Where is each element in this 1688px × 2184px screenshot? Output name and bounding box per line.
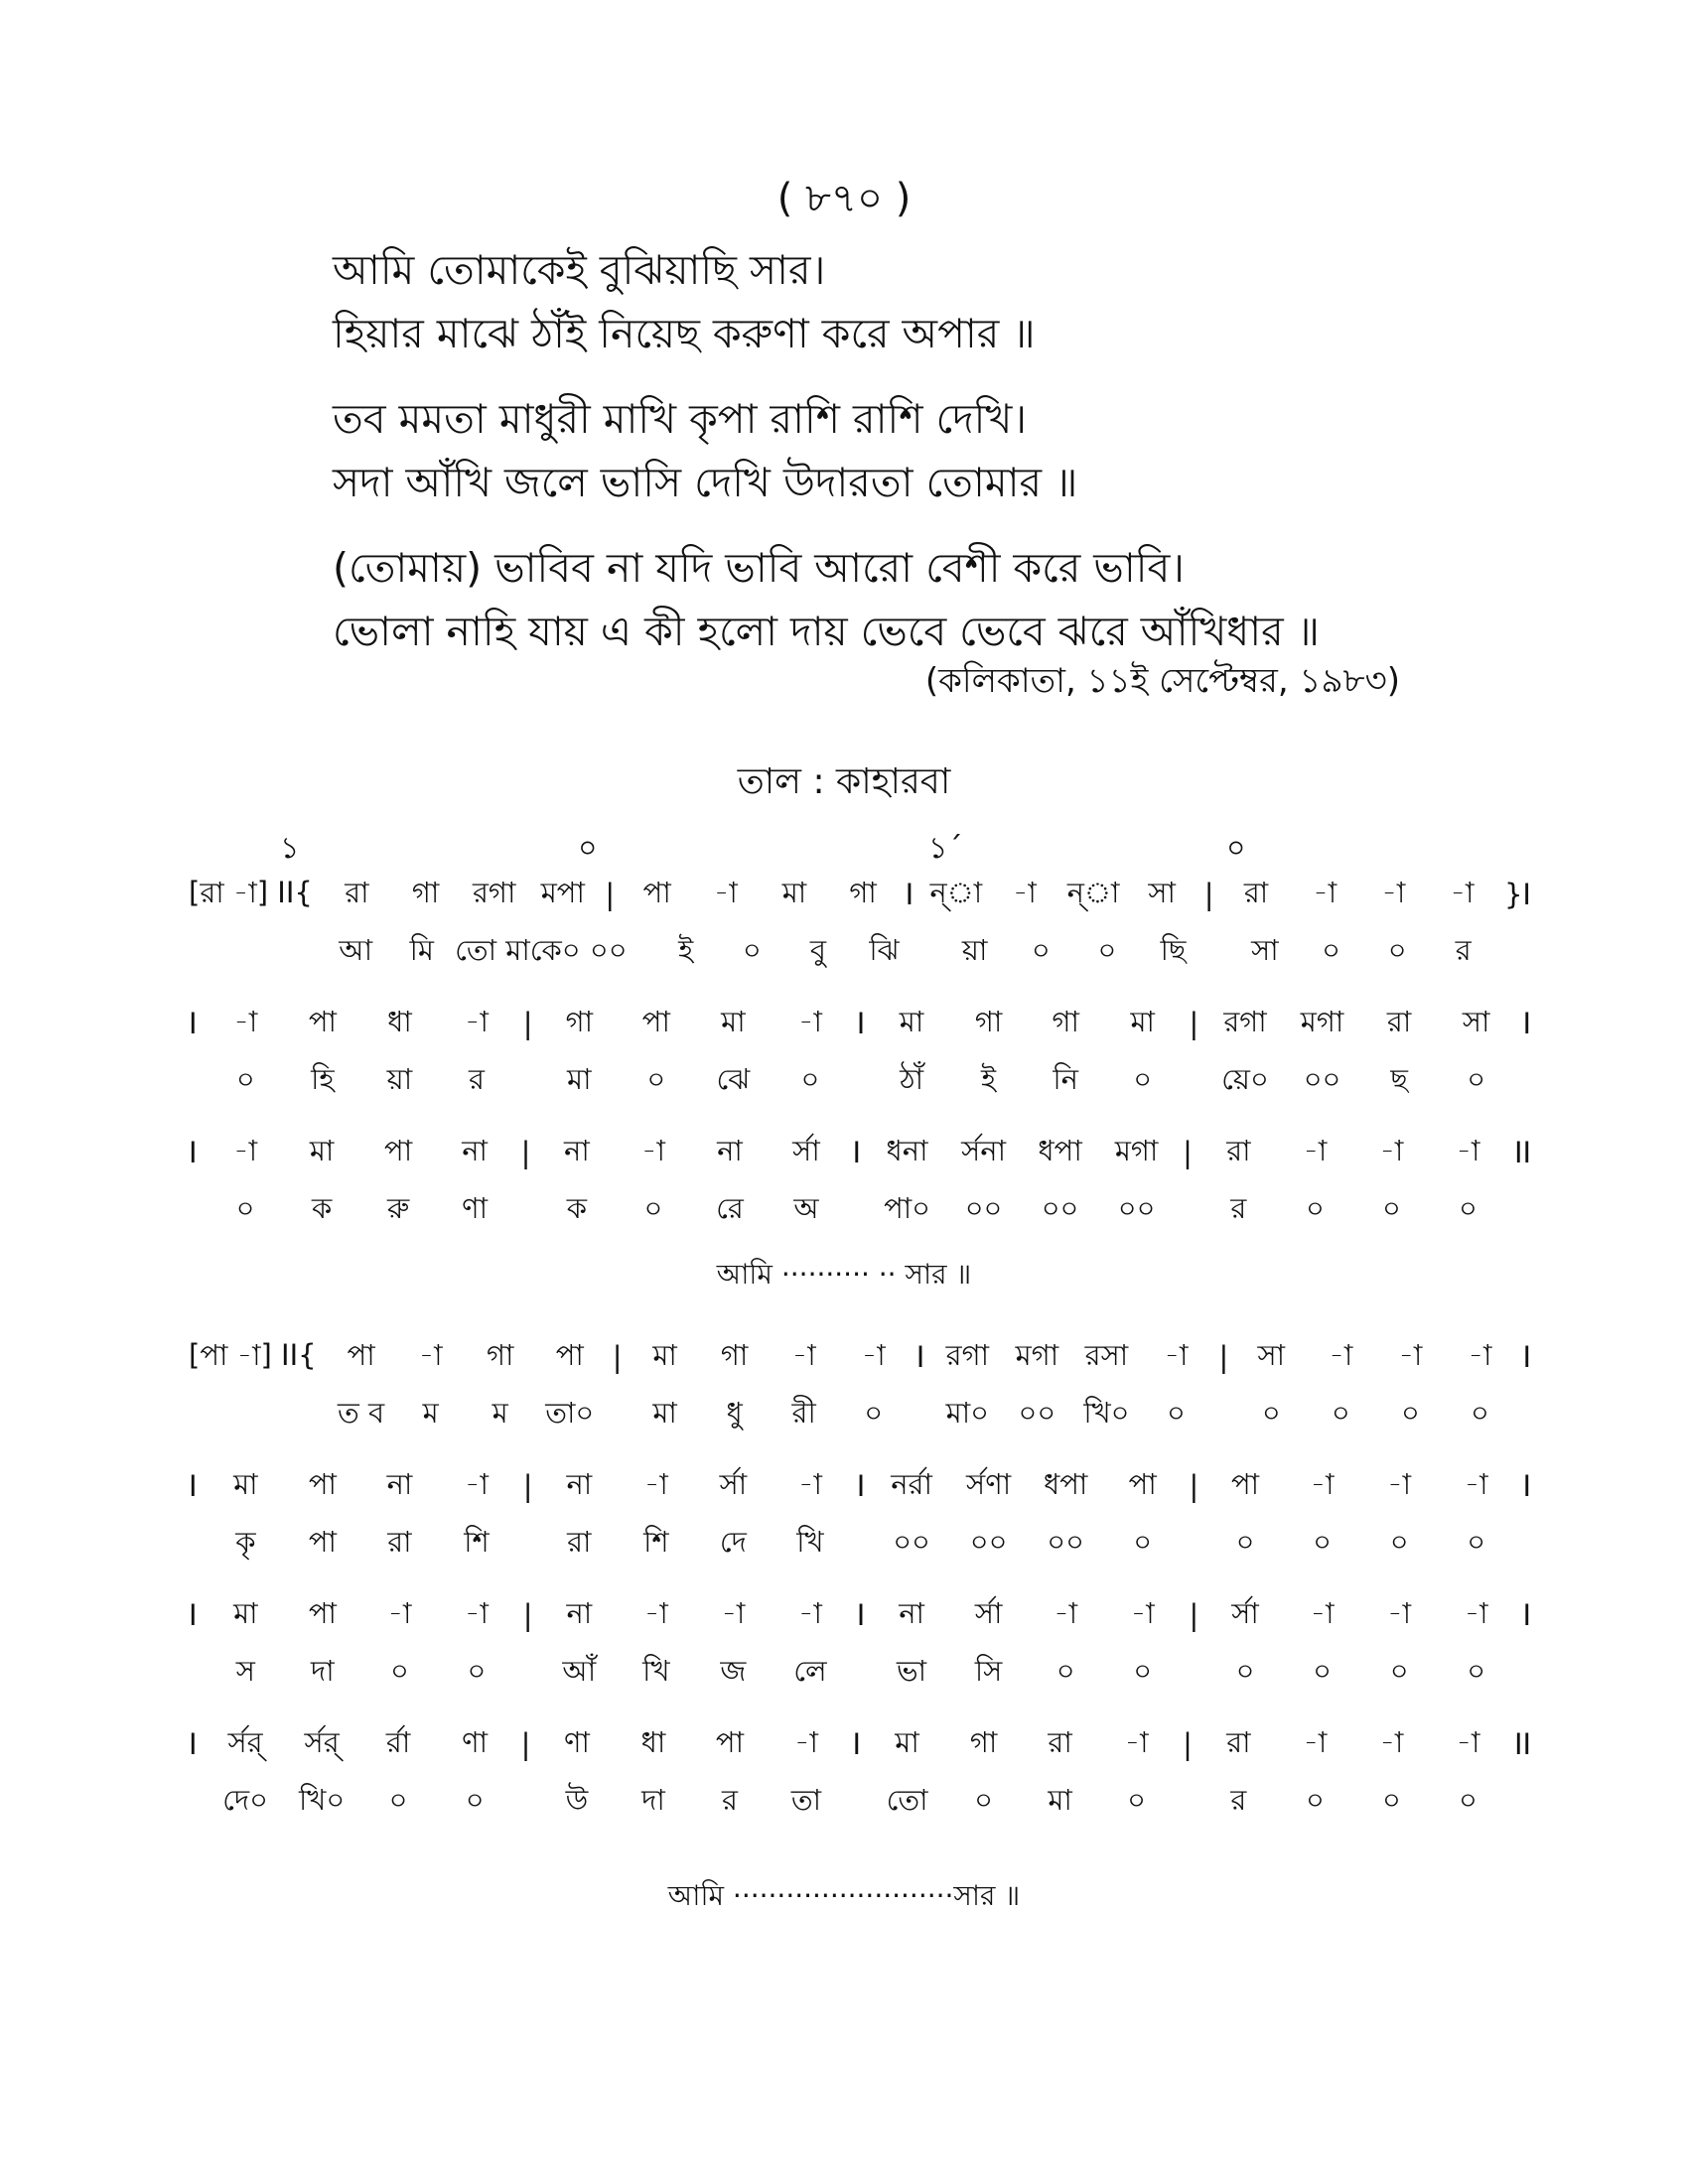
lyric-syllable: শি [464,1524,490,1559]
lyric-syllable: হি [311,1061,335,1096]
swara-note: -া [465,1004,489,1038]
lyric-syllable: দা [641,1782,665,1817]
lyric-syllable: ০ [1381,1190,1401,1225]
swara-note: পা [555,1337,584,1372]
swara-note: রা [1386,1004,1412,1038]
lyric-syllable: লে [793,1653,827,1688]
lyric-syllable: ছি [1160,932,1187,967]
swara-note: না [717,1133,743,1167]
swara-row [189,1715,1539,1773]
lyric-syllable: ধু [726,1395,743,1430]
lyric-syllable: ই [678,932,694,967]
swara-note: র্সণা [966,1466,1012,1501]
swara-note: ণা [563,1724,590,1759]
swara-note: -া [1130,1595,1155,1630]
lyric-syllable-row [189,1773,1539,1831]
swara-note: পা [1128,1466,1157,1501]
beat-mark: ১ [280,831,300,866]
stanza-3 [333,536,1425,663]
lyric-syllable: ০০ [1041,1190,1079,1225]
lyric-syllable: রু [386,1190,410,1225]
lyric-syllable: ০ [1133,1061,1153,1096]
swara-note: পা [384,1133,413,1167]
lyric-syllable: ০ [1459,1782,1477,1817]
lyric-syllable-row [189,1181,1539,1239]
lyric-syllable: ০ [1389,1653,1409,1688]
lyric-syllable: ০ [235,1061,255,1096]
bar-line: | [520,1136,531,1169]
lyric-syllable: ম [422,1395,439,1430]
lyric-syllable: ০ [467,1653,487,1688]
swara-note: পা [715,1724,744,1759]
bar-line: I [1522,1340,1532,1374]
lyric-syllable: রা [387,1524,412,1559]
swara-note: -া [1456,1724,1480,1759]
lyric-syllable: জ [720,1653,747,1688]
lyric-syllable: খি০ [1083,1395,1130,1430]
swara-note: না [566,1595,593,1630]
swara-note: -া [1313,875,1337,909]
swara-note: -া [1450,875,1475,909]
lyric-syllable-row [189,1052,1539,1110]
row-prefix: I [189,1136,198,1169]
lyric-line: ভোলা নাহি যায় এ কী হলো দায় ভেবে ভেবে ঝরে আঁখিধার ॥ [333,608,1320,655]
lyric-syllable: ০ [1467,1524,1486,1559]
swara-note: মা [895,1724,919,1759]
swara-note: -া [1329,1337,1353,1372]
swara-note: রগা [945,1337,990,1372]
lyric-syllable: ০ [643,1190,663,1225]
lyric-syllable: ০০ [1018,1395,1056,1430]
lyric-syllable: ০ [390,1653,409,1688]
bar-line: I [852,1136,862,1169]
swara-note: পা [641,1004,670,1038]
tala-heading: তাল : কাহারবা [737,761,951,802]
swara-note: -া [791,1337,816,1372]
row-prefix: I [189,1598,198,1632]
lyric-line: হিয়ার মাঝে ঠাঁই নিয়েছ করুণা করে অপার ॥ [333,310,1036,357]
lyric-syllable: ০ [1322,932,1340,967]
lyric-syllable: ম [492,1395,508,1430]
swara-note: পা [642,875,671,909]
swara-note: র্সর্ [227,1724,263,1759]
bar-line: | [605,878,616,911]
lyric-syllable: ক [311,1190,333,1225]
swara-note: র্সা [974,1595,1003,1630]
lyric-syllable: ০ [1127,1782,1147,1817]
lyric-syllable: ০ [1097,932,1117,967]
swara-note: -া [1398,1337,1423,1372]
swara-note: ণা [462,1724,489,1759]
lyric-syllable: র [469,1061,485,1096]
lyric-line: তব মমতা মাধুরী মাখি কৃপা রাশি রাশি দেখি। [333,395,1027,443]
lyric-syllable: মা [567,1061,592,1096]
place-date-note: (কলিকাতা, ১১ই সেপ্টেম্বর, ১৯৮৩) [924,661,1400,701]
lyric-syllable: ০ [1305,1190,1325,1225]
lyric-syllable: ০ [742,932,762,967]
lyric-syllable: ই [981,1061,997,1096]
lyric-syllable: ০ [1313,1653,1332,1688]
lyric-syllable: দা [311,1653,335,1688]
swara-note: গা [411,875,440,909]
lyric-syllable: অ [793,1190,819,1225]
lyric-syllable: নি [1053,1061,1078,1096]
lyric-syllable: ০ [1381,1782,1401,1817]
swara-note: মগা [1300,1004,1344,1038]
lyric-syllable: র [1230,1782,1247,1817]
swara-note: রগা [472,875,516,909]
lyric-syllable: মা০ [945,1395,990,1430]
lyric-syllable: সি [974,1653,1003,1688]
lyric-line: (তোমায়) ভাবিব না যদি ভাবি আরো বেশী করে ভাবি। [333,544,1185,592]
swara-note: মা [899,1004,924,1038]
lyric-syllable: তো [886,1782,928,1817]
lyric-syllable: আঁ [562,1653,597,1688]
lyric-syllable: ০ [465,1782,485,1817]
lyric-syllable: ০ [1313,1524,1332,1559]
lyric-syllable: ০ [1261,1395,1281,1430]
swara-note: মা [233,1466,258,1501]
beat-marks [0,824,1688,864]
swara-note: পা [1230,1466,1260,1501]
swara-note: ধপা [1043,1466,1088,1501]
bar-line: | [612,1340,623,1374]
swara-note: -া [1164,1337,1189,1372]
bar-line: I [1522,1469,1531,1503]
lyric-syllable: শি [643,1524,669,1559]
lyric-syllable: র [1455,932,1472,967]
swara-note: র্সনা [961,1133,1006,1167]
row-prefix: I [189,1469,198,1503]
lyric-syllable: ০ [1389,1524,1409,1559]
lyric-syllable: ০ [1055,1653,1075,1688]
bar-line: I [856,1598,866,1632]
swara-note: -া [794,1724,818,1759]
lyric-syllable: ০ [974,1782,993,1817]
swara-note: মা [781,875,807,909]
lyric-syllable: য়া [961,932,988,967]
bar-line: II [1513,1727,1532,1761]
lyric-syllable: পা [308,1524,337,1559]
lyric-syllable: ০ [1387,932,1407,967]
swara-note: না [566,1466,593,1501]
lyrics-block [333,238,1425,685]
swara-note: -া [1387,1595,1412,1630]
swara-note: র্সা [792,1133,820,1167]
swara-note: গা [720,1337,749,1372]
lyric-syllable: কে০ ০০ [529,932,628,967]
lyric-syllable: ০ [388,1782,408,1817]
lyric-syllable: ভা [897,1653,927,1688]
bar-line: I [915,1340,925,1374]
lyric-syllable: মা [1048,1782,1072,1817]
swara-note: না [899,1595,924,1630]
swara-note: ধা [387,1004,412,1038]
swara-note: -া [1456,1133,1480,1167]
swara-note: পা [308,1004,337,1038]
lyric-syllable: রা [567,1524,592,1559]
lyric-syllable: ০০ [893,1524,930,1559]
lyric-syllable: খি০ [298,1782,346,1817]
swara-note: রা [1048,1724,1072,1759]
swara-row [189,1457,1539,1515]
swara-row [189,995,1539,1052]
swara-note: সা [1148,875,1176,909]
page-number: ( ৮৭০ ) [776,176,912,221]
swara-row [189,1124,1539,1181]
bar-line: II [1513,1136,1532,1169]
swara-note: গা [969,1724,998,1759]
bar-line: | [1189,1007,1199,1040]
swara-note: রসা [1084,1337,1129,1372]
swara-note: না [564,1133,590,1167]
swara-note: -া [1310,1595,1335,1630]
swara-note: না [462,1133,488,1167]
swara-note: -া [233,1133,257,1167]
lyric-syllable-row [189,1386,1539,1443]
lyric-syllable: খি [642,1653,670,1688]
swara-row [189,1328,1539,1386]
swara-note: -া [1303,1724,1328,1759]
swara-note: পা [347,1337,375,1372]
row-prefix: I [189,1727,198,1761]
bar-line: I [1522,1598,1531,1632]
lyric-syllable: ছ [1390,1061,1408,1096]
swara-note: রা [1226,1133,1251,1167]
row-prefix: I [189,1007,198,1040]
swara-note: মগা [1114,1133,1159,1167]
swara-note: -া [387,1595,412,1630]
swara-note: গা [1052,1004,1079,1038]
lyric-syllable: য়ে০ [1221,1061,1269,1096]
swara-note: -া [1464,1466,1488,1501]
lyric-syllable: রী [791,1395,816,1430]
swara-note: -া [861,1337,886,1372]
lyric-line: আমি তোমাকেই বুঝিয়াছি সার। [333,246,826,294]
lyric-syllable: ০ [1400,1395,1420,1430]
lyric-syllable: ০ [1031,932,1051,967]
swara-note: -া [1379,1724,1404,1759]
swara-note: পা [308,1466,337,1501]
lyric-syllable: ০০ [964,1190,1003,1225]
swara-note: -া [465,1466,489,1501]
lyric-syllable: ০ [1459,1190,1477,1225]
lyric-syllable: বু [809,932,826,967]
lyric-syllable: সা [1251,932,1279,967]
swara-note: গা [849,875,877,909]
lyric-syllable: ০ [235,1190,255,1225]
lyric-syllable: ঠাঁ [900,1061,924,1096]
lyric-syllable: ০ [864,1395,884,1430]
lyric-syllable: র [721,1782,738,1817]
bar-line: | [1183,1136,1193,1169]
bar-line: I [1522,1007,1531,1040]
swara-note: নর্রা [891,1466,932,1501]
beat-mark: ০ [1226,831,1246,866]
swara-note: ধনা [886,1133,928,1167]
lyric-syllable: ০০ [1303,1061,1341,1096]
bar-line: | [1203,878,1214,911]
lyric-syllable-row [189,1515,1539,1572]
swara-note: র্রা [385,1724,411,1759]
lyric-syllable: দে০ [222,1782,268,1817]
bar-line: I [852,1727,862,1761]
bar-line: I [856,1469,866,1503]
swara-row [189,1586,1539,1644]
bar-line: | [522,1007,533,1040]
lyric-syllable: ঝি [869,932,900,967]
swara-note: র্সর্ [304,1724,340,1759]
swara-note: -া [1303,1133,1328,1167]
swara-note: -া [1468,1337,1492,1372]
lyric-syllable: তা [790,1782,822,1817]
swara-note: -া [465,1595,489,1630]
swara-note: -া [640,1133,665,1167]
swara-note: -া [1124,1724,1149,1759]
swara-note: -া [418,1337,443,1372]
bar-line: | [522,1469,533,1503]
swara-note: রগা [1223,1004,1267,1038]
refrain-marker-2: আমি ·························সার ॥ [667,1879,1021,1912]
swara-note: পা [308,1595,337,1630]
swara-note: রা [1243,875,1269,909]
beat-mark: ১´ [928,831,963,866]
lyric-syllable: র [1230,1190,1247,1225]
swara-note: না [386,1466,413,1501]
bar-line: | [1189,1469,1199,1503]
lyric-syllable: ০ [1467,1653,1486,1688]
swara-note: -া [1381,875,1406,909]
lyric-syllable: ০ [1235,1653,1255,1688]
lyric-syllable: তা০ [545,1395,595,1430]
swara-note: -া [233,1004,258,1038]
swara-note: -া [1379,1133,1404,1167]
swara-note: মা [309,1133,335,1167]
swara-note: -া [643,1595,668,1630]
lyric-syllable: ০ [1467,1061,1486,1096]
lyric-syllable: স [235,1653,255,1688]
row-prefix: [রা -া] II{ [189,875,313,909]
swara-note: গা [974,1004,1003,1038]
lyric-syllable: তো মা [455,932,530,967]
lyric-syllable: ০০ [1117,1190,1156,1225]
lyric-syllable: কৃ [235,1524,256,1559]
swara-note: মা [652,1337,677,1372]
swara-note: মা [721,1004,746,1038]
lyric-syllable-row [189,923,1539,981]
lyric-syllable: ০ [800,1061,820,1096]
bar-line: | [1189,1598,1199,1632]
lyric-syllable-row [189,1644,1539,1702]
swara-note: মগা [1015,1337,1059,1372]
swara-note: -া [643,1466,668,1501]
lyric-syllable: ত ব [338,1395,385,1430]
bar-line: | [520,1727,531,1761]
swara-note: -া [1012,875,1037,909]
swara-note: ধা [640,1724,666,1759]
swara-note: -া [798,1466,822,1501]
swara-note: মা [1130,1004,1155,1038]
bar-line: I [905,878,914,911]
refrain-marker-1: আমি ·········· ·· সার ॥ [716,1258,972,1291]
swara-note: সা [1462,1004,1490,1038]
lyric-syllable: ০০ [969,1524,1008,1559]
swara-note: ধপা [1038,1133,1082,1167]
swara-note: ন্া [1066,875,1120,909]
lyric-syllable: ০ [1133,1653,1153,1688]
swara-note: -া [713,875,738,909]
row-prefix: [পা -া] II{ [189,1337,317,1372]
swara-note: গা [487,1337,514,1372]
lyric-line: সদা আঁখি জলে ভাসি দেখি উদারতা তোমার ॥ [333,459,1078,506]
swara-note: -া [1464,1595,1488,1630]
swara-note: র্সা [1231,1595,1259,1630]
swara-note: -া [1387,1466,1412,1501]
lyric-syllable: ক [566,1190,588,1225]
lyric-syllable: মি [409,932,434,967]
swara-note: -া [1054,1595,1078,1630]
swara-note: -া [798,1595,822,1630]
lyric-syllable: ঝে [716,1061,751,1096]
lyric-syllable: আ [339,932,373,967]
lyric-syllable: খি [796,1524,824,1559]
lyric-syllable: ০ [1235,1524,1255,1559]
bar-line: I [856,1007,866,1040]
lyric-syllable: পা০ [884,1190,931,1225]
lyric-syllable: মা [652,1395,677,1430]
lyric-syllable: য়া [386,1061,413,1096]
notation-block-1 [189,866,1539,1253]
bar-line: | [1218,1340,1229,1374]
lyric-syllable: ০ [1471,1395,1489,1430]
swara-note: -া [798,1004,822,1038]
swara-row [189,866,1539,923]
swara-note: মপা [540,875,585,909]
swara-note: গা [565,1004,594,1038]
lyric-syllable: ০ [1167,1395,1186,1430]
bar-line: | [1183,1727,1193,1761]
bar-line: }I [1503,878,1531,911]
lyric-syllable: ০ [646,1061,666,1096]
lyric-syllable: ০০ [1047,1524,1084,1559]
swara-note: রা [345,875,369,909]
bar-line: | [522,1598,533,1632]
lyric-syllable: দে [719,1524,747,1559]
beat-mark: ০ [578,831,598,866]
stanza-1 [333,238,1425,365]
swara-note: -া [1310,1466,1335,1501]
swara-note: মা [233,1595,258,1630]
notation-block-2 [189,1328,1539,1844]
swara-note: র্সা [719,1466,748,1501]
lyric-syllable: রে [716,1190,744,1225]
swara-note: সা [1257,1337,1286,1372]
lyric-syllable: ০ [1305,1782,1325,1817]
swara-note: -া [721,1595,746,1630]
lyric-syllable: ০ [1133,1524,1153,1559]
lyric-syllable: ণা [462,1190,489,1225]
lyric-syllable: ০ [1331,1395,1350,1430]
swara-note: ন্া [929,875,983,909]
lyric-syllable: উ [565,1782,589,1817]
swara-note: রা [1226,1724,1251,1759]
stanza-2 [333,387,1425,514]
